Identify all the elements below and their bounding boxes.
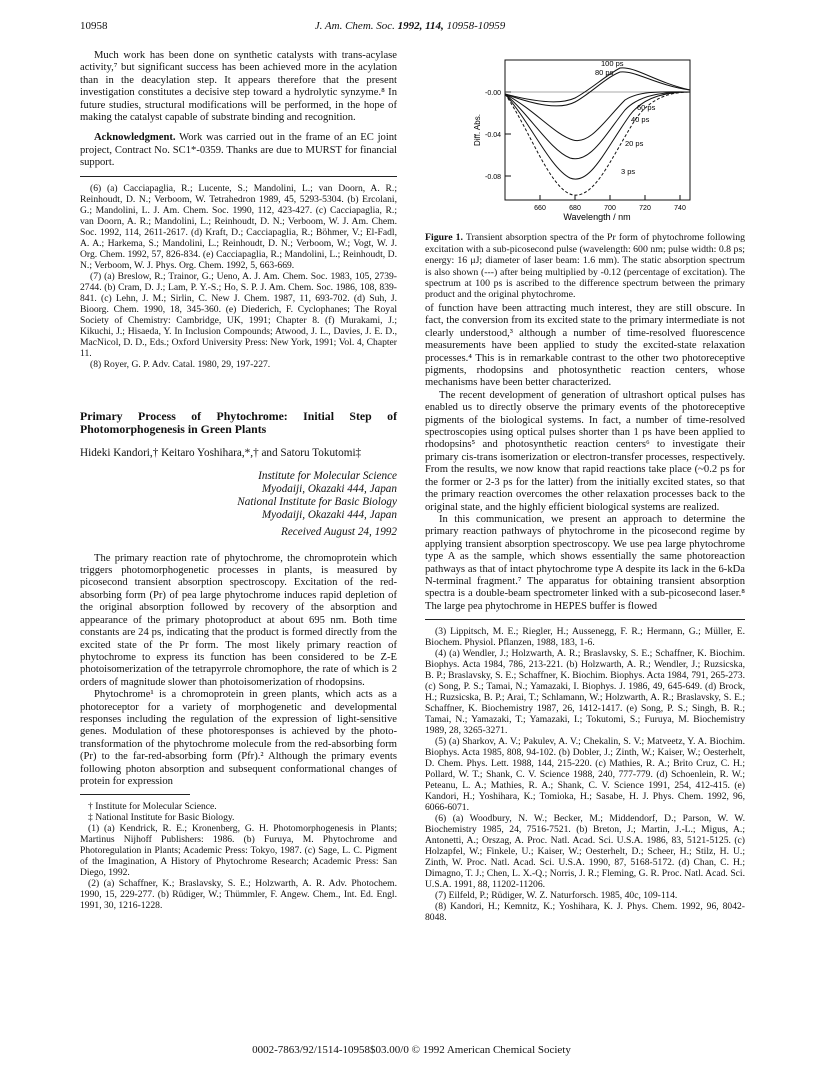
received-date: Received August 24, 1992 — [281, 525, 397, 538]
curve-label: 20 ps — [625, 139, 644, 148]
right-column — [425, 50, 745, 923]
references-right — [425, 626, 745, 923]
x-tick: 680 — [569, 205, 581, 212]
reference-item: (6) (a) Cacciapaglia, R.; Lucente, S.; Mandolini, L.; van Doorn, A. R.; Reinhoudt, D. N.; Verboom, W. Tetrahedron 1989, 45, 5293-5304. (b) Ercolani, G.; Mandolini, L. J. Am. Chem. Soc. 1990, 112, 423-427. (c) Cacciapaglia, R.; van Doorn, A. R.; Mandolini, L.; Reinhoudt, D. N.; Verboom, W. J. Am. Chem. Soc. 1992, 114, 2611-2617. (d) Kraft, D.; Cacciapaglia, R.; Böhmer, V.; El-Fadl, A. A.; Harkema, S.; Mandolini, L.; Reinhoudt, D. N.; Verboom, W.; Vogt, W. J. Org. Chem. 1992, 57, 826-834. (e) Cacciapaglia, R.; Mandolini, L.; Reinhoudt, D. N.; Verboom, W. J. Phys. Org. Chem. 1992, 5, 663-669. — [80, 182, 397, 271]
left-column — [80, 50, 397, 911]
y-axis-label: Diff. Abs. — [473, 114, 482, 146]
x-tick: 700 — [604, 205, 616, 212]
divider — [80, 176, 397, 177]
reference-item: (8) Kandori, H.; Kemnitz, K.; Yoshihara, K. J. Phys. Chem. 1992, 96, 8042-8048. — [425, 901, 745, 924]
curve-label: 80 ps — [595, 68, 614, 77]
curve-label: 100 ps — [601, 59, 624, 68]
reference-item: (7) (a) Breslow, R.; Trainor, G.; Ueno, A. J. Am. Chem. Soc. 1983, 105, 2739-2744. (b) Cram, D. J.; Lam, P. Y.-S.; Ho, S. P. J. Am. Chem. Soc. 1986, 108, 839-841. (c) Lehn, J. M.; Sirlin, C. New J. Chem. 1987, 11, 693-702. (d) Suh, J. Bioorg. Chem. 1990, 18, 345-360. (e) Diederich, F. Cyclophanes; The Royal Society of Chemistry: Cambridge, UK, 1991; Chapter 8. (f) Murakami, J.; Kikuchi, J.; Hisaeda, Y. In Inclusion Compounds; Atwood, J. L., Davies, J. E. D., MacNicol, D. D., Eds.; Oxford University Press: New York, 1991; Vol. 4, Chapter 11. — [80, 270, 397, 359]
reference-item: (7) Eilfeld, P.; Rüdiger, W. Z. Naturforsch. 1985, 40c, 109-114. — [435, 890, 678, 902]
x-axis-label: Wavelength / nm — [563, 212, 631, 222]
reference-item: (4) (a) Wendler, J.; Holzwarth, A. R.; Braslavsky, S. E.; Schaffner, K. Biochim. Biophys. Acta 1984, 786, 213-221. (b) Holzwarth, A. R.; Wendler, J.; Ruzsicska, B. P.; Braslavsky, S. E.; Schaffner, K. Biochim. Biophys. Acta 1984, 791, 265-273. (c) Song, P. S.; Tamai, N.; Yamazaki, I. Biophys. J. 1986, 49, 645-649. (d) Brock, H.; Ruzsicska, B. P.; Arai, T.; Schlamann, W.; Holzwarth, A. R.; Braslavsky, S. E.; Schaffner, K. Biochemistry 1987, 26, 1412-1417. (e) Song, P. S.; Singh, B. R.; Tamai, N.; Yamazaki, T.; Yamazaki, I.; Tokutomi, S.; Furuya, M. Biochemistry 1989, 28, 3265-3271. — [425, 648, 745, 737]
divider — [425, 619, 745, 620]
reference-item: (6) (a) Woodbury, N. W.; Becker, M.; Middendorf, D.; Parson, W. W. Biochemistry 1985, 24, 7516-7521. (b) Breton, J.; Martin, J.-L.; Migus, A.; Antonetti, A.; Orszag, A. Proc. Natl. Acad. Sci. U.S.A. 1986, 83, 5121-5125. (c) Holzapfel, W.; Finkele, U.; Kaiser, W.; Oesterhelt, D.; Scheer, H.; Stilz, H. U.; Zinth, W. Proc. Natl. Acad. Sci. U.S.A. 1990, 87, 5168-5172. (d) Chan, C. H.; Dimagno, T. J.; Chen, L. X.-Q.; Norris, J. R.; Fleming, G. R. Proc. Natl. Acad. Sci. U.S.A. 1991, 88, 11202-11206. — [425, 813, 745, 891]
intro-paragraph: Much work has been done on synthetic catalysts with trans-acylase activity,⁷ but significant success has been achieved more in the acylation than in the deacylation step. It appears therefore that the present investigation constitutes a decisive step toward a hydrolytic synzyme.⁸ In future studies, structural modifications will be performed, in the hope of making the catalyst capable of substrate binding and recognition. — [80, 50, 397, 124]
body-paragraph: In this communication, we present an approach to determine the primary reaction pathways of phytochrome in the picosecond regime by applying transient absorption spectroscopy. We use pea large phytochrome type A as the sample, which shows essentially the same photoreaction pathways as that of intact phytochrome type A despite its lack in the 6-kDa N-terminal fragment.⁷ The apparatus for obtaining transient absorption spectra is a double-beam spectrometer linked with a sub-picosecond laser.⁸ The large pea phytochrome in HEPES buffer is flowed — [425, 513, 745, 612]
x-tick: 660 — [534, 205, 546, 212]
footnote-divider — [80, 794, 190, 795]
reference-item: (5) (a) Sharkov, A. V.; Pakulev, A. V.; Chekalin, S. V.; Matveetz, Y. A. Biochim. Biophys. Acta 1985, 808, 94-102. (b) Dobler, J.; Zinth, W.; Kaiser, W.; Oesterhelt, D. Chem. Phys. Lett. 1988, 144, 215-220. (c) Mathies, R. A.; Brito Cruz, C. H.; Pollard, W. T.; Shank, C. V. Science 1988, 240, 777-779. (d) Schoenlein, R. W.; Peteanu, L. A.; Mathies, R. A.; Shank, C. V. Science 1991, 254, 412-415. (e) Kandori, H.; Yoshihara, K.; Tomioka, H.; Sasabe, H. J. Phys. Chem. 1992, 96, 6066-6071. — [425, 736, 745, 814]
journal-citation: J. Am. Chem. Soc. 1992, 114, 10958-10959 — [314, 20, 506, 32]
authors: Hideki Kandori,† Keitaro Yoshihara,*,† and Satoru Tokutomi‡ — [80, 446, 362, 459]
references-left — [80, 183, 397, 370]
footnotes: † Institute for Molecular Science. ‡ National Institute for Basic Biology. (1) (a) Kendrick, R. E.; Kronenberg, G. H. Photomorphogenesis in Plants; Martinus Nijhoff Publishers: 1986. (b) Furuya, M. Phytochrome and Photoregulation in Plants; Academic Press: Tokyo, 1987. (c) Sage, L. C. Pigment of the Imagination, A History of Phytochrome Research; Academic Press: San Diego, 1992. (2) (a) Schaffner, K.; Braslavsky, S. E.; Holzwarth, A. R. Adv. Photochem. 1990, 15, 229-277. (b) Rüdiger, W.; Thümmler, F. Angew. Chem., Int. Ed. Engl. 1991, 30, 1216-1228. — [80, 801, 397, 912]
figure-1 — [425, 50, 745, 301]
y-tick: -0.04 — [485, 132, 501, 139]
reference-item: (8) Royer, G. P. Adv. Catal. 1980, 29, 197-227. — [90, 358, 271, 370]
page-footer: 0002-7863/92/1514-10958$03.00/0 © 1992 American Chemical Society — [252, 1044, 571, 1056]
figure-caption: Figure 1. Transient absorption spectra of the Pr form of phytochrome following excitation with a sub-picosecond pulse (wavelength: 600 nm; pulse width: 0.8 ps; energy: 16 μJ; diameter of laser beam: 1.6 mm). The static absorption spectrum is also shown (---) after being multiplied by -0.12 (percentage of excitation). The spectrum at 100 ps is ascribed to the difference spectrum between the primary product and the original phytochrome. — [425, 232, 745, 301]
affiliations: Institute for Molecular Science Myodaiji, Okazaki 444, Japan National Institute for Basic Biology Myodaiji, Okazaki 444, Japan Received August 24, 1992 — [80, 470, 397, 539]
body-paragraph: The recent development of generation of ultrashort optical pulses has enabled us to directly observe the primary events of the photoreceptive pigments of the biological systems. In fact, a number of time-resolved spectroscopies using optical pulses shorter than 1 ps have been applied to rhodopsins⁵ and photosynthetic reaction centers⁶ to investigate their primary cis-trans isomerization or electron-transfer processes, respectively. From the results, we now know that rapid reactions take place (~0.2 ps for the former or 2-3 ps for the latter) from the initially excited states, so that the primary reaction overcomes the other relaxation processes back to the original state, and the highly efficient biological systems are realized. — [425, 389, 745, 513]
curve-label: 40 ps — [631, 115, 650, 124]
spectrum-curve — [505, 92, 690, 159]
curve-label: 60 ps — [637, 103, 656, 112]
y-tick: -0.00 — [485, 90, 501, 97]
body-paragraph: of function have been attracting much interest, they are still obscure. In fact, the conversion from its excited state to the primary intermediate is not clearly understood,³ although a number of time-resolved fluorescence measurements have been applied to study the excited-state relaxation processes.⁴ This is in remarkable contrast to the other two photoreceptive pigments, rhodopsins and photosynthetic reaction centers, whose mechanisms have been better characterized. — [425, 303, 745, 389]
curve-label: 3 ps — [621, 167, 636, 176]
x-tick: 720 — [639, 205, 651, 212]
page-header — [80, 20, 740, 36]
abstract: The primary reaction rate of phytochrome, the chromoprotein which triggers photomorphogenetic processes in plants, is measured by picosecond transient absorption spectroscopy. Excitation of the red-absorbing form (Pr) of pea large phytochrome induces rapid depletion of the original absorption followed by recovery of the absorption and appearance of the primary photoproduct at about 695 nm. Both time constants are 24 ps, indicating that the product is formed directly from the excited state of the Pr form. The most likely primary reaction of phytochrome to express its function has been considered to be Z-E photoisomerization of the tetrapyrrole chromophore, the rate of which is 2 orders of magnitude slower than photoisomerization of rhodopsins. — [80, 552, 397, 688]
page-number: 10958 — [80, 20, 108, 32]
article-title: Primary Process of Phytochrome: Initial Step of Photomorphogenesis in Green Plants — [80, 408, 397, 437]
y-tick: -0.08 — [485, 174, 501, 181]
acknowledgment: Acknowledgment. Work was carried out in the frame of an EC joint project, Contract No. SC1*-0359. Thanks are due to MURST for financial support. — [80, 132, 397, 169]
spectrum-curve — [505, 92, 690, 179]
body-paragraph: Phytochrome¹ is a chromoprotein in green plants, which acts as a photoreceptor for a variety of morphogenetic and developmental responses including the regulation of the expression of light-sensitive genes. Modulation of these photoresponses is achieved by the photo-transformation of the phytochrome molecule from the red-absorbing form (Pr) to the far-red-absorbing form (Pfr).² Although the primary events following photon absorption and subsequent conformational changes of protein for expression — [80, 689, 397, 787]
x-tick: 740 — [674, 205, 686, 212]
transient-absorption-plot — [425, 50, 745, 222]
static-spectrum-curve — [505, 92, 690, 195]
reference-item: (3) Lippitsch, M. E.; Riegler, H.; Aussenegg, F. R.; Hermann, G.; Müller, E. Biochem. Physiol. Pflanzen, 1988, 183, 1-6. — [425, 626, 745, 649]
